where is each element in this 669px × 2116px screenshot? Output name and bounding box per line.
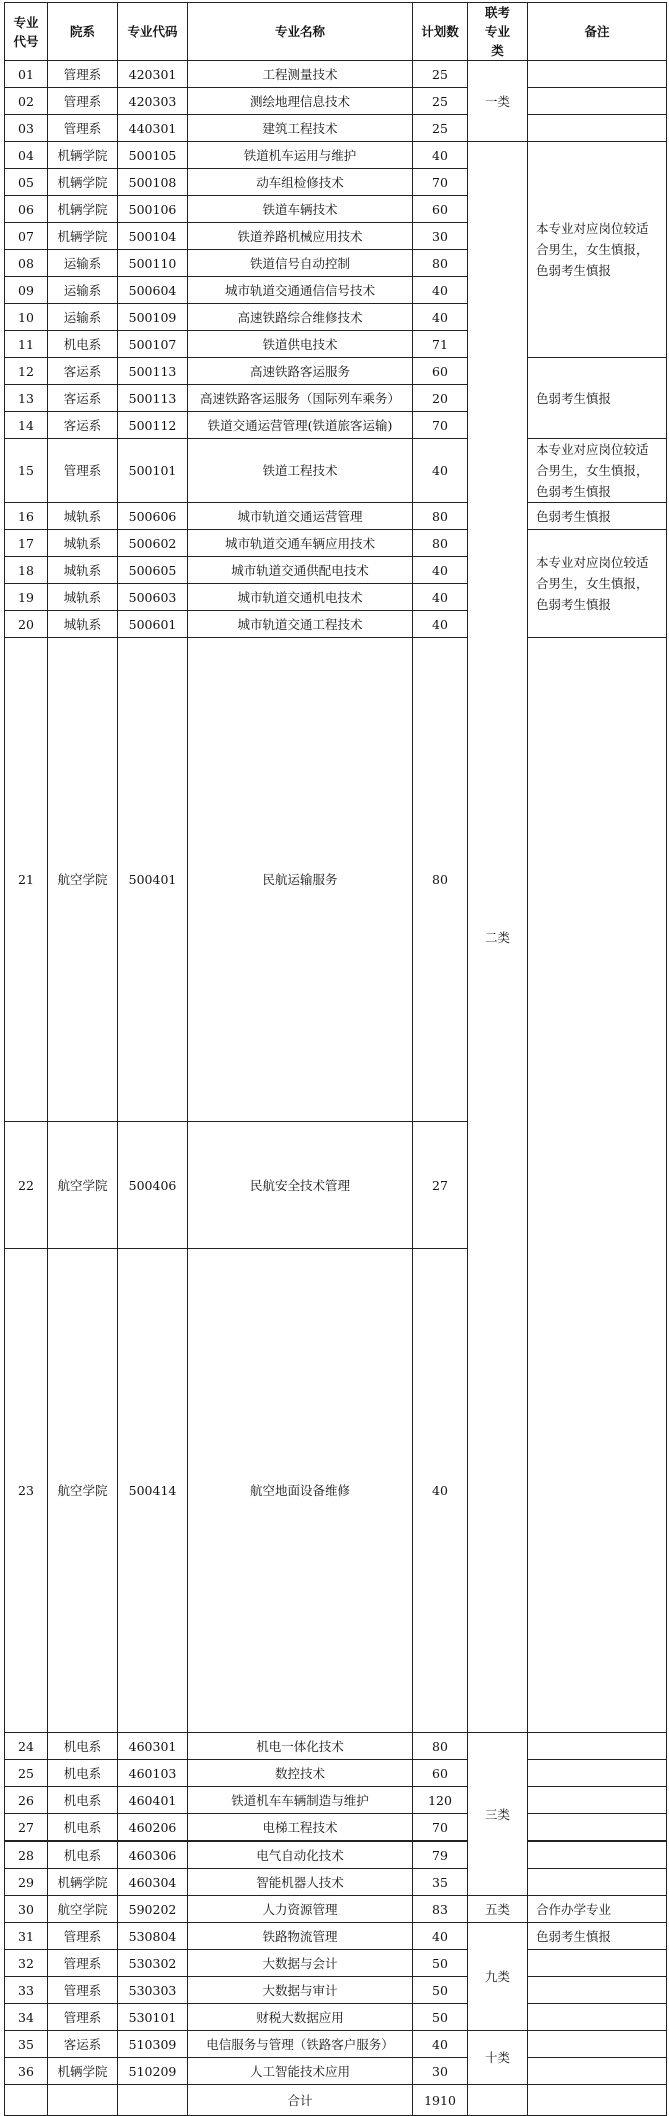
table-row xyxy=(5,1814,667,1842)
table-row xyxy=(5,1760,667,1787)
cell-plan: 70 xyxy=(413,1814,468,1842)
cell-name: 电信服务与管理（铁路客户服务） xyxy=(188,2031,413,2058)
cell-plan: 30 xyxy=(413,2058,468,2085)
table-row xyxy=(5,61,667,88)
cell-note: 色弱考生慎报 xyxy=(528,503,667,530)
cell-category: 一类 xyxy=(468,61,528,142)
cell-major-code: 500104 xyxy=(118,223,188,250)
cell-dept: 管理系 xyxy=(48,61,118,88)
cell-code: 31 xyxy=(5,1923,48,1950)
cell-dept: 机电系 xyxy=(48,1787,118,1814)
cell-dept: 航空学院 xyxy=(48,1896,118,1923)
header-row xyxy=(5,3,667,61)
table-row xyxy=(5,88,667,115)
cell-plan: 80 xyxy=(413,638,468,1122)
cell-dept: 机电系 xyxy=(48,1841,118,1869)
cell-name: 民航安全技术管理 xyxy=(188,1122,413,1249)
table-row xyxy=(5,358,667,385)
cell-code: 21 xyxy=(5,638,48,1122)
cell-code: 16 xyxy=(5,503,48,530)
cell-major-code: 500113 xyxy=(118,358,188,385)
cell-plan: 25 xyxy=(413,115,468,142)
cell-code: 23 xyxy=(5,1249,48,1733)
cell-dept: 航空学院 xyxy=(48,1122,118,1249)
cell-code: 26 xyxy=(5,1787,48,1814)
cell-plan: 25 xyxy=(413,88,468,115)
cell-major-code xyxy=(118,2085,188,2116)
total-row xyxy=(5,2085,667,2116)
table-row xyxy=(5,1787,667,1814)
cell-note xyxy=(528,1814,667,1842)
cell-dept: 管理系 xyxy=(48,439,118,503)
cell-name: 高速铁路综合维修技术 xyxy=(188,304,413,331)
cell-dept: 机辆学院 xyxy=(48,1869,118,1896)
cell-name: 财税大数据应用 xyxy=(188,2004,413,2031)
cell-note: 色弱考生慎报 xyxy=(528,358,667,439)
cell-plan: 40 xyxy=(413,611,468,638)
cell-dept: 城轨系 xyxy=(48,530,118,557)
cell-code: 15 xyxy=(5,439,48,503)
cell-name: 电气自动化技术 xyxy=(188,1841,413,1869)
cell-plan: 79 xyxy=(413,1841,468,1869)
cell-name: 铁道工程技术 xyxy=(188,439,413,503)
cell-plan: 40 xyxy=(413,277,468,304)
cell-major-code: 500110 xyxy=(118,250,188,277)
table-row xyxy=(5,530,667,557)
table-row xyxy=(5,1841,667,1869)
cell-dept: 机电系 xyxy=(48,1760,118,1787)
table-row xyxy=(5,1896,667,1923)
cell-major-code: 460206 xyxy=(118,1814,188,1842)
cell-dept: 城轨系 xyxy=(48,611,118,638)
cell-name: 人工智能技术应用 xyxy=(188,2058,413,2085)
cell-major-code: 460301 xyxy=(118,1733,188,1760)
cell-dept: 城轨系 xyxy=(48,503,118,530)
cell-note: 合作办学专业 xyxy=(528,1896,667,1923)
cell-major-code: 500106 xyxy=(118,196,188,223)
cell-dept: 运输系 xyxy=(48,250,118,277)
cell-name: 铁道养路机械应用技术 xyxy=(188,223,413,250)
cell-plan: 40 xyxy=(413,1923,468,1950)
cell-name: 城市轨道交通机电技术 xyxy=(188,584,413,611)
total-label: 合计 xyxy=(188,2085,413,2116)
cell-dept: 城轨系 xyxy=(48,557,118,584)
cell-note xyxy=(528,1733,667,1760)
cell-category: 五类 xyxy=(468,1896,528,1923)
cell-major-code: 500107 xyxy=(118,331,188,358)
cell-major-code: 590202 xyxy=(118,1896,188,1923)
cell-name: 民航运输服务 xyxy=(188,638,413,1122)
cell-code: 34 xyxy=(5,2004,48,2031)
cell-plan: 50 xyxy=(413,1950,468,1977)
cell-code: 32 xyxy=(5,1950,48,1977)
cell-major-code: 530804 xyxy=(118,1923,188,1950)
cell-plan: 20 xyxy=(413,385,468,412)
cell-category xyxy=(468,2085,528,2116)
cell-name: 智能机器人技术 xyxy=(188,1869,413,1896)
cell-dept xyxy=(48,2085,118,2116)
cell-dept: 运输系 xyxy=(48,277,118,304)
cell-name: 动车组检修技术 xyxy=(188,169,413,196)
cell-plan: 40 xyxy=(413,304,468,331)
table-row xyxy=(5,1977,667,2004)
cell-name: 铁道机车车辆制造与维护 xyxy=(188,1787,413,1814)
cell-plan: 35 xyxy=(413,1869,468,1896)
cell-major-code: 510309 xyxy=(118,2031,188,2058)
cell-note xyxy=(528,1787,667,1814)
cell-code: 30 xyxy=(5,1896,48,1923)
cell-plan: 80 xyxy=(413,1733,468,1760)
cell-major-code: 500603 xyxy=(118,584,188,611)
header-code: 专业代号 xyxy=(5,3,48,61)
cell-category: 九类 xyxy=(468,1923,528,2031)
cell-major-code: 500602 xyxy=(118,530,188,557)
cell-code: 17 xyxy=(5,530,48,557)
cell-note xyxy=(528,2058,667,2085)
cell-dept: 管理系 xyxy=(48,1923,118,1950)
cell-note: 本专业对应岗位较适合男生，女生慎报，色弱考生慎报 xyxy=(528,530,667,638)
cell-dept: 航空学院 xyxy=(48,638,118,1122)
cell-category: 十类 xyxy=(468,2031,528,2085)
cell-code xyxy=(5,2085,48,2116)
cell-major-code: 530101 xyxy=(118,2004,188,2031)
table-row xyxy=(5,115,667,142)
cell-name: 铁道车辆技术 xyxy=(188,196,413,223)
cell-dept: 管理系 xyxy=(48,1950,118,1977)
header-dept: 院系 xyxy=(48,3,118,61)
cell-dept: 管理系 xyxy=(48,2004,118,2031)
cell-dept: 管理系 xyxy=(48,115,118,142)
cell-code: 11 xyxy=(5,331,48,358)
table-row xyxy=(5,439,667,503)
cell-dept: 机电系 xyxy=(48,1733,118,1760)
cell-major-code: 460103 xyxy=(118,1760,188,1787)
cell-name: 铁道机车运用与维护 xyxy=(188,142,413,169)
cell-note xyxy=(528,115,667,142)
table-row xyxy=(5,503,667,530)
cell-code: 08 xyxy=(5,250,48,277)
cell-major-code: 500112 xyxy=(118,412,188,439)
cell-note: 色弱考生慎报 xyxy=(528,1923,667,1950)
header-name: 专业名称 xyxy=(188,3,413,61)
cell-dept: 机辆学院 xyxy=(48,196,118,223)
cell-name: 大数据与会计 xyxy=(188,1950,413,1977)
cell-code: 07 xyxy=(5,223,48,250)
cell-major-code: 420303 xyxy=(118,88,188,115)
cell-name: 人力资源管理 xyxy=(188,1896,413,1923)
cell-code: 06 xyxy=(5,196,48,223)
cell-dept: 机电系 xyxy=(48,1814,118,1842)
table-row xyxy=(5,1733,667,1760)
cell-plan: 83 xyxy=(413,1896,468,1923)
cell-major-code: 500605 xyxy=(118,557,188,584)
cell-plan: 71 xyxy=(413,331,468,358)
cell-note xyxy=(528,1760,667,1787)
cell-note xyxy=(528,2085,667,2116)
cell-code: 25 xyxy=(5,1760,48,1787)
cell-dept: 客运系 xyxy=(48,2031,118,2058)
total-value: 1910 xyxy=(413,2085,468,2116)
table-row xyxy=(5,2058,667,2085)
cell-major-code: 460401 xyxy=(118,1787,188,1814)
cell-plan: 80 xyxy=(413,530,468,557)
cell-dept: 机辆学院 xyxy=(48,2058,118,2085)
cell-note: 本专业对应岗位较适合男生，女生慎报，色弱考生慎报 xyxy=(528,142,667,358)
cell-name: 测绘地理信息技术 xyxy=(188,88,413,115)
enrollment-plan-table xyxy=(4,2,667,2116)
cell-code: 14 xyxy=(5,412,48,439)
cell-code: 27 xyxy=(5,1814,48,1842)
cell-plan: 70 xyxy=(413,412,468,439)
cell-plan: 80 xyxy=(413,503,468,530)
cell-code: 05 xyxy=(5,169,48,196)
cell-plan: 60 xyxy=(413,1760,468,1787)
cell-major-code: 460304 xyxy=(118,1869,188,1896)
cell-note xyxy=(528,88,667,115)
cell-name: 数控技术 xyxy=(188,1760,413,1787)
cell-code: 09 xyxy=(5,277,48,304)
cell-name: 城市轨道交通供配电技术 xyxy=(188,557,413,584)
cell-code: 29 xyxy=(5,1869,48,1896)
cell-name: 工程测量技术 xyxy=(188,61,413,88)
cell-code: 33 xyxy=(5,1977,48,2004)
cell-plan: 70 xyxy=(413,169,468,196)
cell-plan: 60 xyxy=(413,196,468,223)
cell-plan: 40 xyxy=(413,1249,468,1733)
header-major-code: 专业代码 xyxy=(118,3,188,61)
cell-note xyxy=(528,2004,667,2031)
cell-dept: 机辆学院 xyxy=(48,169,118,196)
cell-major-code: 500101 xyxy=(118,439,188,503)
cell-name: 高速铁路客运服务 xyxy=(188,358,413,385)
cell-code: 36 xyxy=(5,2058,48,2085)
cell-code: 03 xyxy=(5,115,48,142)
cell-major-code: 460306 xyxy=(118,1841,188,1869)
cell-name: 铁道信号自动控制 xyxy=(188,250,413,277)
table-row xyxy=(5,1923,667,1950)
cell-name: 航空地面设备维修 xyxy=(188,1249,413,1733)
cell-code: 22 xyxy=(5,1122,48,1249)
cell-plan: 27 xyxy=(413,1122,468,1249)
table-row xyxy=(5,2031,667,2058)
cell-major-code: 500401 xyxy=(118,638,188,1122)
cell-plan: 40 xyxy=(413,142,468,169)
table-row xyxy=(5,142,667,169)
cell-major-code: 500113 xyxy=(118,385,188,412)
cell-dept: 机辆学院 xyxy=(48,142,118,169)
cell-note xyxy=(528,1869,667,1896)
cell-code: 18 xyxy=(5,557,48,584)
cell-note xyxy=(528,1977,667,2004)
cell-code: 19 xyxy=(5,584,48,611)
cell-name: 建筑工程技术 xyxy=(188,115,413,142)
cell-major-code: 500606 xyxy=(118,503,188,530)
cell-code: 28 xyxy=(5,1841,48,1869)
cell-plan: 40 xyxy=(413,584,468,611)
cell-plan: 40 xyxy=(413,557,468,584)
cell-code: 02 xyxy=(5,88,48,115)
cell-note xyxy=(528,61,667,88)
cell-code: 35 xyxy=(5,2031,48,2058)
cell-plan: 30 xyxy=(413,223,468,250)
cell-name: 电梯工程技术 xyxy=(188,1814,413,1842)
cell-name: 铁路物流管理 xyxy=(188,1923,413,1950)
header-plan: 计划数 xyxy=(413,3,468,61)
cell-dept: 城轨系 xyxy=(48,584,118,611)
cell-name: 城市轨道交通运营管理 xyxy=(188,503,413,530)
cell-category: 三类 xyxy=(468,1733,528,1896)
cell-name: 铁道供电技术 xyxy=(188,331,413,358)
table-row xyxy=(5,1869,667,1896)
cell-name: 大数据与审计 xyxy=(188,1977,413,2004)
cell-major-code: 420301 xyxy=(118,61,188,88)
header-category: 联考专业类 xyxy=(468,3,528,61)
cell-plan: 60 xyxy=(413,358,468,385)
cell-code: 20 xyxy=(5,611,48,638)
cell-major-code: 500105 xyxy=(118,142,188,169)
cell-plan: 25 xyxy=(413,61,468,88)
cell-note xyxy=(528,2031,667,2058)
table-row xyxy=(5,2004,667,2031)
cell-plan: 40 xyxy=(413,2031,468,2058)
cell-dept: 管理系 xyxy=(48,88,118,115)
enrollment-plan-document xyxy=(4,2,667,2116)
cell-plan: 50 xyxy=(413,2004,468,2031)
cell-major-code: 530302 xyxy=(118,1950,188,1977)
cell-dept: 运输系 xyxy=(48,304,118,331)
cell-dept: 客运系 xyxy=(48,412,118,439)
cell-plan: 120 xyxy=(413,1787,468,1814)
cell-major-code: 510209 xyxy=(118,2058,188,2085)
cell-note xyxy=(528,1841,667,1869)
cell-code: 10 xyxy=(5,304,48,331)
table-row xyxy=(5,638,667,1122)
cell-major-code: 500109 xyxy=(118,304,188,331)
cell-major-code: 440301 xyxy=(118,115,188,142)
cell-major-code: 500601 xyxy=(118,611,188,638)
cell-dept: 机辆学院 xyxy=(48,223,118,250)
cell-dept: 管理系 xyxy=(48,1977,118,2004)
cell-category: 二类 xyxy=(468,142,528,1733)
cell-code: 24 xyxy=(5,1733,48,1760)
cell-code: 13 xyxy=(5,385,48,412)
cell-major-code: 500108 xyxy=(118,169,188,196)
cell-dept: 航空学院 xyxy=(48,1249,118,1733)
cell-plan: 50 xyxy=(413,1977,468,2004)
cell-dept: 客运系 xyxy=(48,385,118,412)
cell-dept: 机电系 xyxy=(48,331,118,358)
cell-plan: 80 xyxy=(413,250,468,277)
cell-category xyxy=(528,638,667,1733)
cell-major-code: 500414 xyxy=(118,1249,188,1733)
table-row xyxy=(5,1950,667,1977)
cell-code: 01 xyxy=(5,61,48,88)
cell-name: 城市轨道交通车辆应用技术 xyxy=(188,530,413,557)
cell-code: 12 xyxy=(5,358,48,385)
cell-name: 机电一体化技术 xyxy=(188,1733,413,1760)
cell-dept: 客运系 xyxy=(48,358,118,385)
cell-code: 04 xyxy=(5,142,48,169)
cell-name: 城市轨道交通工程技术 xyxy=(188,611,413,638)
cell-major-code: 530303 xyxy=(118,1977,188,2004)
cell-note: 本专业对应岗位较适合男生，女生慎报，色弱考生慎报 xyxy=(528,439,667,503)
cell-name: 城市轨道交通通信信号技术 xyxy=(188,277,413,304)
cell-major-code: 500604 xyxy=(118,277,188,304)
cell-name: 铁道交通运营管理(铁道旅客运输) xyxy=(188,412,413,439)
cell-name: 高速铁路客运服务（国际列车乘务） xyxy=(188,385,413,412)
cell-plan: 40 xyxy=(413,439,468,503)
cell-note xyxy=(528,1950,667,1977)
header-note: 备注 xyxy=(528,3,667,61)
cell-major-code: 500406 xyxy=(118,1122,188,1249)
